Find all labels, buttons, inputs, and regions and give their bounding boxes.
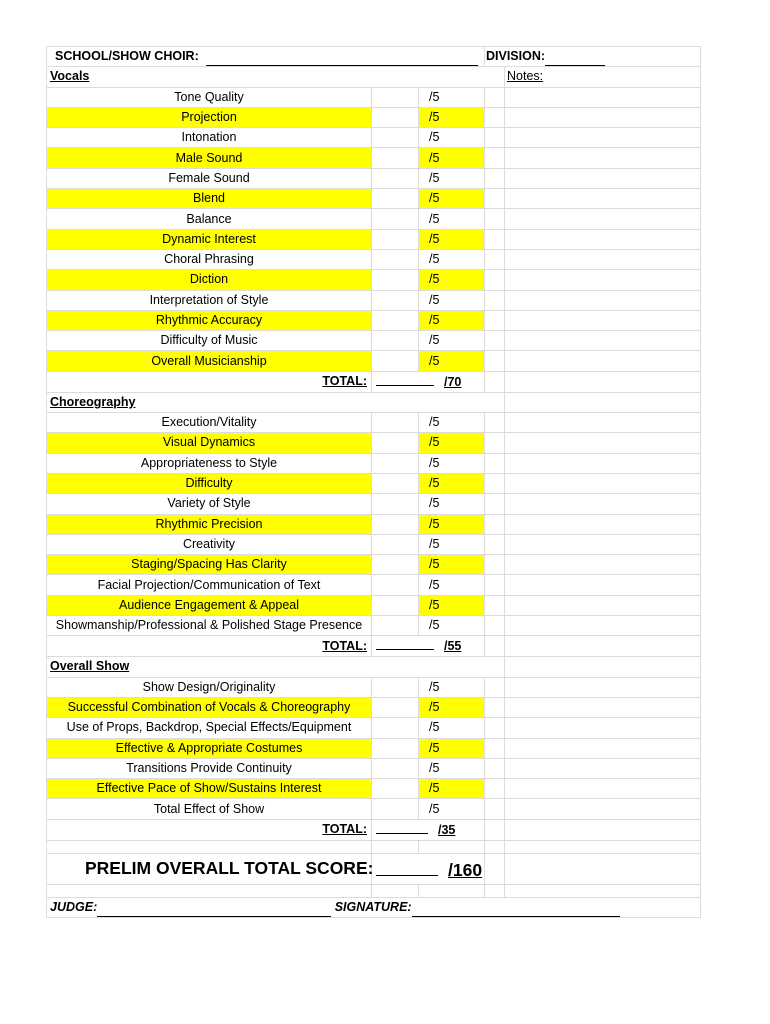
criteria-label: Total Effect of Show <box>153 801 265 816</box>
notes-cell[interactable] <box>505 209 701 229</box>
max-points: /5 <box>429 781 440 796</box>
overall-section-row <box>47 657 701 677</box>
criteria-label: Effective & Appropriate Costumes <box>115 740 303 755</box>
max-points: /5 <box>429 415 440 430</box>
notes-cell[interactable] <box>505 290 701 310</box>
score-field[interactable] <box>372 758 419 778</box>
criteria-label: Effective Pace of Show/Sustains Interest <box>96 781 322 796</box>
overall-total-points: /35 <box>438 822 456 837</box>
max-points: /5 <box>429 618 440 633</box>
criteria-row <box>47 168 701 188</box>
criteria-row <box>47 229 701 249</box>
max-points: /5 <box>429 476 440 491</box>
score-field[interactable] <box>372 534 419 554</box>
criteria-row <box>47 249 701 269</box>
criteria-row <box>47 697 701 717</box>
criteria-row <box>47 433 701 453</box>
max-points: /5 <box>429 89 440 104</box>
vocals-total-field[interactable] <box>372 371 485 392</box>
criteria-row <box>47 148 701 168</box>
notes-cell[interactable] <box>505 168 701 188</box>
criteria-label: Projection <box>181 110 237 125</box>
criteria-row <box>47 87 701 107</box>
criteria-row <box>47 453 701 473</box>
choreography-total-row <box>47 636 701 657</box>
criteria-label: Dynamic Interest <box>162 231 256 246</box>
division-label: DIVISION: <box>486 49 546 64</box>
overall-title: Overall Show <box>50 659 130 674</box>
vocals-title: Vocals <box>50 69 90 84</box>
score-field[interactable] <box>372 148 419 168</box>
score-field[interactable] <box>372 189 419 209</box>
criteria-row <box>47 494 701 514</box>
vocals-total-points: /70 <box>444 374 462 389</box>
criteria-label: Balance <box>186 211 232 226</box>
criteria-label: Rhythmic Accuracy <box>155 313 263 327</box>
max-points: /5 <box>429 760 440 775</box>
score-field[interactable] <box>372 433 419 453</box>
criteria-label: Appropriateness to Style <box>140 455 278 470</box>
notes-cell[interactable] <box>505 555 701 575</box>
vocals-section-row <box>47 67 701 87</box>
notes-cell[interactable] <box>505 779 701 799</box>
score-field[interactable] <box>372 107 419 127</box>
criteria-row <box>47 514 701 534</box>
criteria-label: Transitions Provide Continuity <box>126 760 292 775</box>
max-points: /5 <box>429 536 440 551</box>
max-points: /5 <box>429 435 440 450</box>
max-points: /5 <box>429 700 440 715</box>
max-points: /5 <box>429 557 440 572</box>
max-points: /5 <box>429 272 440 287</box>
notes-cell[interactable] <box>505 738 701 758</box>
score-field[interactable] <box>372 494 419 514</box>
criteria-label: Use of Props, Backdrop, Special Effects/Equipment <box>66 720 352 735</box>
notes-cell[interactable] <box>505 758 701 778</box>
max-points: /5 <box>429 130 440 145</box>
vocals-total-row <box>47 371 701 392</box>
score-field[interactable] <box>372 575 419 595</box>
criteria-row <box>47 270 701 290</box>
notes-cell[interactable] <box>505 534 701 554</box>
max-points: /5 <box>429 170 440 185</box>
notes-cell[interactable] <box>505 413 701 433</box>
score-field[interactable] <box>372 595 419 615</box>
criteria-label: Variety of Style <box>167 496 251 511</box>
criteria-row <box>47 107 701 127</box>
criteria-label: Diction <box>189 272 229 287</box>
grand-total-points: /160 <box>448 860 483 881</box>
choreography-total-points: /55 <box>444 639 462 654</box>
footer-row <box>47 897 701 917</box>
notes-cell[interactable] <box>505 514 701 534</box>
max-points: /5 <box>429 252 440 267</box>
score-field[interactable] <box>372 209 419 229</box>
score-field[interactable] <box>372 473 419 493</box>
criteria-label: Male Sound <box>175 150 243 165</box>
grand-total-row <box>47 853 701 884</box>
criteria-label: Overall Musicianship <box>151 353 267 368</box>
criteria-label: Staging/Spacing Has Clarity <box>131 557 287 572</box>
max-points: /5 <box>429 740 440 755</box>
criteria-row <box>47 616 701 636</box>
score-sheet <box>46 46 700 918</box>
division-field[interactable] <box>545 52 605 66</box>
overall-total-field[interactable] <box>372 819 485 840</box>
score-field[interactable] <box>372 779 419 799</box>
criteria-row <box>47 290 701 310</box>
score-field[interactable] <box>372 290 419 310</box>
notes-cell[interactable] <box>505 310 701 330</box>
criteria-row <box>47 718 701 738</box>
notes-cell[interactable] <box>505 128 701 148</box>
notes-cell[interactable] <box>505 718 701 738</box>
criteria-row <box>47 677 701 697</box>
notes-cell[interactable] <box>505 87 701 107</box>
criteria-label: Successful Combination of Vocals & Choreography <box>67 700 351 715</box>
criteria-label: Tone Quality <box>174 89 244 104</box>
score-field[interactable] <box>372 413 419 433</box>
header-row <box>47 47 701 67</box>
criteria-row <box>47 351 701 371</box>
max-points: /5 <box>429 353 440 368</box>
notes-cell[interactable] <box>505 331 701 351</box>
score-field[interactable] <box>372 168 419 188</box>
score-field[interactable] <box>372 738 419 758</box>
choreography-title: Choreography <box>50 394 136 409</box>
notes-cell[interactable] <box>505 595 701 615</box>
choreography-items <box>47 413 701 636</box>
notes-cell[interactable] <box>505 616 701 636</box>
score-field[interactable] <box>372 677 419 697</box>
max-points: /5 <box>429 496 440 511</box>
score-field[interactable] <box>372 453 419 473</box>
choreography-section-row <box>47 392 701 412</box>
max-points: /5 <box>429 211 440 226</box>
criteria-row <box>47 799 701 819</box>
criteria-label: Interpretation of Style <box>149 292 269 307</box>
overall-items <box>47 677 701 819</box>
criteria-label: Show Design/Originality <box>142 679 276 694</box>
criteria-label: Execution/Vitality <box>161 415 257 430</box>
criteria-label: Visual Dynamics <box>162 435 256 450</box>
score-field[interactable] <box>372 310 419 330</box>
criteria-label: Facial Projection/Communication of Text <box>97 577 321 592</box>
score-field[interactable] <box>372 128 419 148</box>
max-points: /5 <box>429 313 440 327</box>
notes-cell[interactable] <box>505 677 701 697</box>
criteria-label: Female Sound <box>168 170 250 185</box>
notes-cell[interactable] <box>505 453 701 473</box>
vocals-total-label: TOTAL: <box>47 371 372 392</box>
score-field[interactable] <box>372 351 419 371</box>
notes-cell[interactable] <box>505 433 701 453</box>
score-table <box>46 46 701 918</box>
criteria-label: Intonation <box>181 130 237 145</box>
score-field[interactable] <box>372 799 419 819</box>
criteria-row <box>47 189 701 209</box>
score-field[interactable] <box>372 229 419 249</box>
criteria-row <box>47 575 701 595</box>
choreography-total-label: TOTAL: <box>47 636 372 657</box>
judge-label: JUDGE: <box>50 899 98 914</box>
score-field[interactable] <box>372 555 419 575</box>
max-points: /5 <box>429 577 440 592</box>
score-field[interactable] <box>372 718 419 738</box>
criteria-label: Blend <box>193 191 225 206</box>
grand-total-field[interactable] <box>372 853 485 884</box>
grand-total-label: PRELIM OVERALL TOTAL SCORE: <box>47 853 372 884</box>
max-points: /5 <box>429 292 440 307</box>
criteria-row <box>47 758 701 778</box>
criteria-label: Creativity <box>182 536 236 551</box>
signature-label: SIGNATURE: <box>334 899 412 914</box>
notes-cell[interactable] <box>505 799 701 819</box>
max-points: /5 <box>429 110 440 125</box>
overall-total-label: TOTAL: <box>47 819 372 840</box>
score-field[interactable] <box>372 270 419 290</box>
notes-label: Notes: <box>507 69 544 84</box>
criteria-row <box>47 555 701 575</box>
criteria-row <box>47 534 701 554</box>
max-points: /5 <box>429 333 440 348</box>
vocals-items <box>47 87 701 371</box>
criteria-row <box>47 209 701 229</box>
notes-cell[interactable] <box>505 494 701 514</box>
max-points: /5 <box>429 150 440 165</box>
judge-field[interactable] <box>97 903 331 917</box>
criteria-row <box>47 738 701 758</box>
criteria-label: Difficulty <box>185 476 233 491</box>
max-points: /5 <box>429 516 440 531</box>
notes-cell[interactable] <box>505 249 701 269</box>
notes-cell[interactable] <box>505 107 701 127</box>
criteria-row <box>47 331 701 351</box>
score-field[interactable] <box>372 616 419 636</box>
notes-cell[interactable] <box>505 270 701 290</box>
notes-cell[interactable] <box>505 473 701 493</box>
score-field[interactable] <box>372 87 419 107</box>
criteria-row <box>47 310 701 330</box>
notes-cell[interactable] <box>505 697 701 717</box>
notes-cell[interactable] <box>505 148 701 168</box>
criteria-label: Rhythmic Precision <box>155 516 263 531</box>
overall-total-row <box>47 819 701 840</box>
max-points: /5 <box>429 679 440 694</box>
score-field[interactable] <box>372 331 419 351</box>
choreography-total-field[interactable] <box>372 636 485 657</box>
max-points: /5 <box>429 231 440 246</box>
criteria-row <box>47 413 701 433</box>
score-field[interactable] <box>372 697 419 717</box>
max-points: /5 <box>429 720 440 735</box>
criteria-row <box>47 779 701 799</box>
school-field[interactable] <box>206 52 478 66</box>
notes-cell[interactable] <box>505 575 701 595</box>
criteria-label: Audience Engagement & Appeal <box>119 597 299 612</box>
notes-cell[interactable] <box>505 351 701 371</box>
criteria-label: Difficulty of Music <box>160 333 258 348</box>
notes-cell[interactable] <box>505 229 701 249</box>
school-label: SCHOOL/SHOW CHOIR: <box>55 49 199 64</box>
notes-cell[interactable] <box>505 189 701 209</box>
criteria-label: Showmanship/Professional & Polished Stage Presence <box>55 618 363 633</box>
signature-field[interactable] <box>412 903 620 917</box>
criteria-label: Choral Phrasing <box>164 252 254 267</box>
criteria-row <box>47 595 701 615</box>
max-points: /5 <box>429 801 440 816</box>
max-points: /5 <box>429 191 440 206</box>
score-field[interactable] <box>372 249 419 269</box>
criteria-row <box>47 473 701 493</box>
criteria-row <box>47 128 701 148</box>
max-points: /5 <box>429 455 440 470</box>
max-points: /5 <box>429 597 440 612</box>
score-field[interactable] <box>372 514 419 534</box>
